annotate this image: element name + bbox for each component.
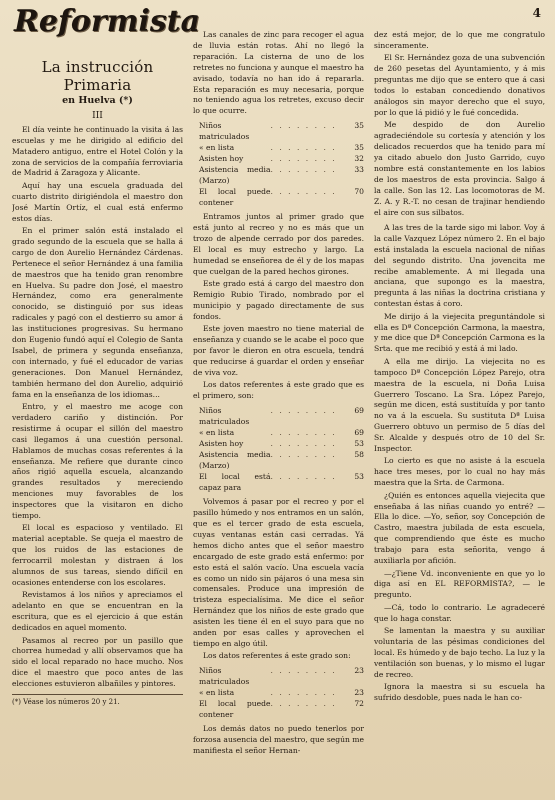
paragraph: El local es espacioso y ventilado. El material aceptable. Se queja el maestro de que los ruidos de las estaciones de ferrocarril molestan y distraen á los alumnos de sus tareas, siendo difícil en ocasiones entenderse con los escolares. [12, 523, 183, 587]
paragraph: En el primer salón está instalado el grado segundo de la escuela que se halla á cargo de don Aurelio Hernández Cárdenas. Pertenece el señor Hernández á una familia de maestros que ha tenido gran renombre en Huelva. Su padre don José, el maestro Hernández, como era generalmente conocido, se distinguió por sus ideas radicales y pagó con el destierro su amor á las instituciones progresivas. Su hermano don Eugenio fundó aquí el Colegio de Santa Isabel, de primera y segunda enseñanza, con internado, y fué el educador de varias generaciones. Don Manuel Hernández, también hermano del don Aurelio, adquirió fama en la enseñanza de los idiomas... [12, 225, 183, 399]
paragraph: Los datos referentes á este grado que es el primero, son: [193, 380, 364, 401]
stat-row: Asistencia media (Marzo) . . . . . . . . 58 [199, 450, 364, 471]
masthead-logo: Reformista [14, 4, 201, 39]
stat-row: « en lista . . . . . . . . 23 [199, 688, 364, 698]
paragraph: dez está mejor, de lo que me congratulo sinceramente. [374, 30, 545, 50]
page-number: 4 [532, 6, 541, 20]
paragraph: Volvemos á pasar por el recreo y por el pasillo húmedo y nos entramos en un salón, que es el tercer grado de esta escuela, cuyas ventanas están casi cerradas. Yá hemos dicho antes que el señor maestro encargado de este grado está enfermo: por esto está el salón vacío. Una escuela vacía es como un nido sin pájaros ó una mesa sin comensales. Produce una impresión de tristeza especialísima. Me dice el señor Hernández que los niños de este grado que asisten les tiene él en el suyo para que no anden por esas calles y aprovechen el tiempo en algo útil. [193, 497, 364, 648]
stat-row: El local está capaz para . . . . . . . . 53 [199, 472, 364, 493]
stat-row: Asistencia media (Marzo) . . . . . . . . 33 [199, 165, 364, 186]
paragraph: —¿Tiene Vd. inconveniente en que yo lo diga así en EL REFORMISTA?, — le pregunto. [374, 568, 545, 600]
paragraph: El día veinte he continuado la visita á las escuelas y me he dirigido al edificio del Matadero antiguo, entre el Hotel Colón y la zona de servicios de la compañía ferroviaria de Madrid á Zaragoza y Alicante. [12, 124, 183, 178]
paragraph: Ignora la maestra si su escuela ha sufrido desdoble, pues nada le han co- [374, 682, 545, 702]
article-columns [12, 30, 545, 792]
section-number: III [92, 110, 103, 121]
paragraph: Me dirijo á la viejecita preguntándole si ella es Dª Concepción Carmona, la maestra, y me dice que Dª Concepción Carmona es la Srta. que me recibió y está á mi lado. [374, 311, 545, 354]
stat-row: Niños matriculados . . . . . . . . 69 [199, 406, 364, 427]
article-title: La instrucción Primaria [41, 58, 154, 94]
paragraph: Los datos referentes á este grado son: [203, 651, 351, 661]
paragraph: Entramos juntos al primer grado que está junto al recreo y no es más que un trozo de alpende cerrado por dos paredes. El local es muy estrecho y largo. La humedad se enseñorea de él y de los mapas que cuelgan de la pared hechos girones. [193, 212, 364, 276]
paragraph: ¿Quién es entonces aquella viejecita que enseñaba á las niñas cuando yo entré? — Ella lo dice. —Yo, señor, soy Concepción de Castro, maestra jubilada de esta escuela, que comprendiendo que éste es mucho trabajo para esta señorita, vengo á auxiliarla por afición. [374, 490, 545, 566]
paragraph: Revistamos á los niños y apreciamos el adelanto en que se encuentran en la escritura, que es el ejercicio á que están dedicados en aquel momento. [12, 590, 183, 633]
paragraph: Entro, y el maestro me acoge con verdadero cariño y distinción. Por resistirme á ocupar el sillón del maestro casi llegamos á una cuestión personal. Hablamos de muchas cosas referentes á la enseñanza. Me refiere que durante cinco años rigió aquella escuela, alcanzando grandes resultados y mereciendo menciones muy favorables de los inspectores que la visitaron en dicho tiempo. [12, 401, 183, 521]
paragraph: Pasamos al recreo por un pasillo que chorrea humedad y allí observamos que ha sido el local reparado no hace mucho. Nos dice el maestro que poco antes de las elecciones estuvieron albañiles y pintores. [12, 635, 183, 689]
column-3 [374, 30, 545, 792]
paragraph: —Cá, todo lo contrario. Le agradeceré que lo haga constar. [374, 602, 545, 623]
footnote: (*) Véase los números 20 y 21. [12, 694, 183, 708]
article-subtitle: en Huelva (*) [62, 95, 133, 106]
paragraph: Este grado está á cargo del maestro don Remigio Rubio Tirado, nombrado por el municipio y pagado directamente de sus fondos. [193, 279, 364, 321]
stat-row: « en lista . . . . . . . . 69 [199, 428, 364, 438]
stat-row: Asisten hoy . . . . . . . . 32 [199, 154, 364, 164]
stats-table-3 [199, 665, 364, 720]
stat-row: Niños matriculados . . . . . . . . 23 [199, 666, 364, 687]
stats-table-2 [199, 405, 364, 493]
paragraph: A las tres de la tarde sigo mi labor. Voy á la calle Vazquez López número 2. En el bajo está instalada la escuela nacional de niñas del segundo distrito. Una jovencita me recibe amablemente. A mi llegada una anciana, que supongo es la maestra, pregunta á las niñas la doctrina cristiana y contestan éstas á coro. [374, 222, 545, 309]
stat-row: El local puede contener . . . . . . . . 72 [199, 699, 364, 720]
paragraph: Las canales de zinc para recoger el agua de lluvia están rotas. Ahí no llegó la reparación. La cisterna de uno de los retretes no funciona y aunque el maestro ha avisado, todavía no han ido á repararla. Esta reparación es muy necesaria, porque no teniendo agua los retretes, excuso decir lo que ocurre. [193, 30, 364, 116]
paragraph: A ella me dirijo. La viejecita no es tampoco Dª Concepción López Parejo, otra maestra de la escuela, ni Doña Luisa Guerrero Toscano. La Sra. López Parejo, según me dicen, está sustituída y por tanto no va á la escuela. Su sustituta Dª Luisa Guerrero obtuvo un permiso de 5 días del Sr. Alcalde y después otro de 10 del Sr. Inspector. [374, 356, 545, 454]
paragraph: Los demás datos no puedo tenerlos por forzosa ausencia del maestro, que según me manifiesta el señor Hernan- [193, 724, 364, 756]
column-1 [12, 30, 183, 792]
paragraph: Lo cierto es que no asiste á la escuela hace tres meses, por lo cual no hay más maestra que la Srta. de Carmona. [374, 456, 545, 488]
stats-table-1 [199, 120, 364, 208]
stat-row: El local puede contener . . . . . . . . 70 [199, 187, 364, 208]
paragraph: Este joven maestro no tiene material de enseñanza y cuando se le acabe el poco que por favor le dieron en otra escuela, tendrá que reducirse á guardar el orden y enseñar de viva voz. [193, 324, 364, 377]
stat-row: Asisten hoy . . . . . . . . 53 [199, 439, 364, 449]
paragraph: Me despido de don Aurelio agradeciéndole su cortesía y atención y los delicados recuerdos que ha tenido para mí ya citado abuelo don Justo Garrido, cuyo nombre está constantemente en los labios de los maestros de esta provincia. Salgo á la calle. Son las 12. Las locomotoras de M. Z. A. y R.-T. no cesan de trajinar hendiendo el aire con sus silbatos. [374, 120, 545, 217]
paragraph: Aquí hay una escuela graduada del cuarto distrito dirigiéndola el maestro don José Martín Ortíz, el cual está enfermo estos días. [12, 180, 183, 223]
paragraph: El Sr. Hernández goza de una subvención de 260 pesetas del Ayuntamiento, y á mis preguntas me dijo que se entero que á casi todos lo estaban concediendo donativos análogos sin mayor derecho que el suyo, por lo que lá pidió y le fué concedida. [374, 53, 545, 117]
stat-row: Niños matriculados . . . . . . . . 35 [199, 121, 364, 142]
paragraph: Se lamentan la maestra y su auxiliar voluntaria de las pésimas condiciones del local. Es húmedo y de bajo techo. La luz y la ventilación son buenas, y lo mismo el lugar de recreo. [374, 626, 545, 679]
column-2 [193, 30, 364, 792]
stat-row: « en lista . . . . . . . . 35 [199, 143, 364, 153]
